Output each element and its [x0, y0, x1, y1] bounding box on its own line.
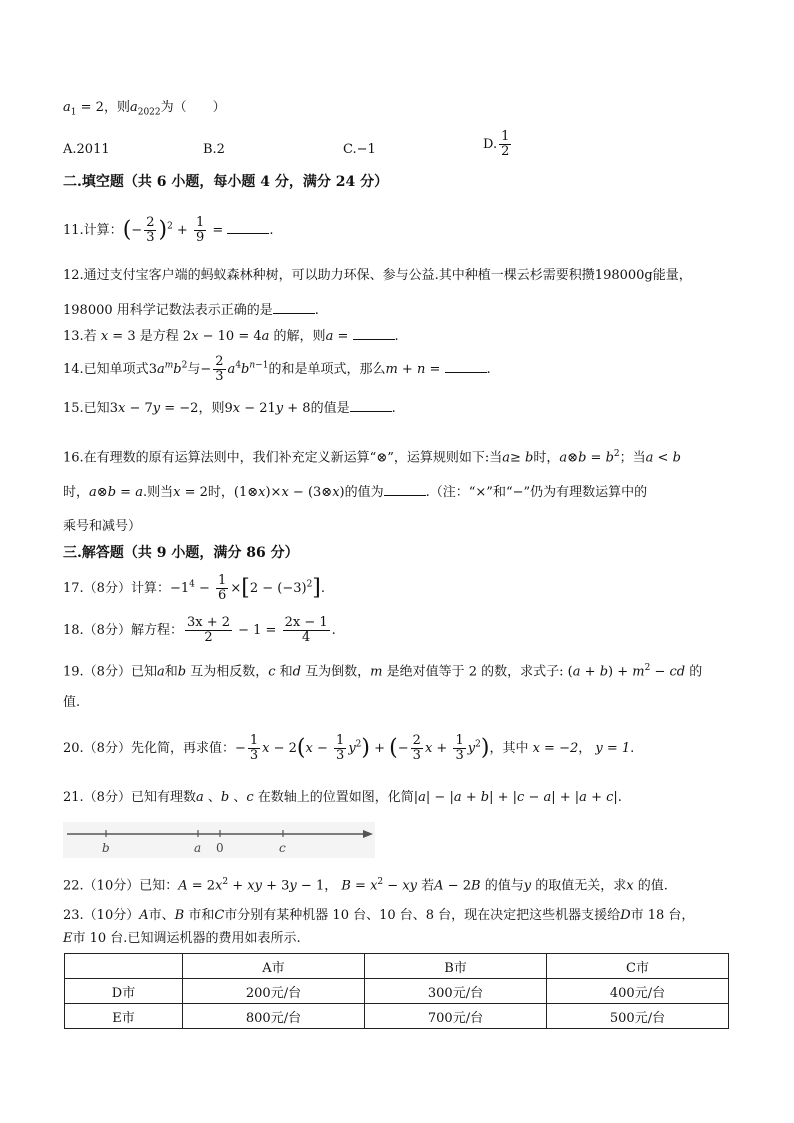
q14: 14.已知单项式$3a^mb^2$与− $\frac{2}{3}$ $a^4b^{n-1}$的和是单项式，那么m + n = .	[63, 354, 491, 384]
q15: 15.已知3x − 7y = −2，则9x − 21y + 8的值是 .	[63, 401, 396, 416]
q18: 18.（8分）解方程： $\frac{3x + 2}{2}$ − 1 = $\frac{2x - 1}{4}$ .	[63, 615, 336, 645]
label-b: b	[102, 841, 110, 855]
table-header-cell: C市	[547, 954, 729, 979]
table-row	[65, 1004, 729, 1029]
q16-line2: 时，a⊗b = a.则当x = 2时，(1⊗x)×x − (3⊗x)的值为 .（注：“×”和“−”仍为有理数运算中的	[63, 485, 648, 500]
label-c: c	[279, 841, 286, 855]
number-line-figure	[63, 822, 375, 858]
q11: 11.计算：(− $\frac{2}{3}$ )$^2$ + $\frac{1}{9}$ = .	[63, 215, 274, 245]
table-row	[65, 979, 729, 1004]
q10-option-c: C.−1	[343, 142, 376, 157]
q21: 21.（8分）已知有理数a 、b 、c 在数轴上的位置如图，化简|a| − |a + b| + |c − a| + |a + c|.	[63, 790, 622, 805]
q20: 20.（8分）先化简，再求值：− $\frac{1}{3}$ x − 2(x − $\frac{1}{3}$ $y^2$) + (− $\frac{2}{3}$ x + $\frac{1}{3}$ $y^2$)，其中 x = −2， y = 1.	[63, 733, 635, 763]
table-row-label: E市	[65, 1004, 183, 1029]
section-title-fill-in: 二.填空题（共 6 小题，每小题 4 分，满分 24 分）	[63, 174, 389, 190]
table-header-cell: B市	[365, 954, 547, 979]
table-cell: 500元/台	[547, 1004, 729, 1029]
answer-blank	[350, 399, 392, 412]
q16-line1: 16.在有理数的原有运算法则中，我们补充定义新运算“⊗”，运算规则如下:当a≥ b时，a⊗b = $b^2$；当a < b	[63, 449, 681, 466]
q10-stem: $a_1 = 2$，则$a_{2022}$为（ ）	[63, 100, 226, 118]
q10-option-a: A.2011	[63, 142, 110, 157]
table-header-row	[65, 954, 729, 979]
table-cell: 400元/台	[547, 979, 729, 1004]
label-zero: 0	[216, 841, 224, 855]
answer-blank	[445, 360, 487, 373]
answer-blank	[353, 327, 395, 340]
q17: 17.（8分）计算：$-1^4$ − $\frac{1}{6}$ $\times[2 - (-3)^2]$.	[63, 573, 326, 603]
q19-line1: 19.（8分）已知a和b 互为相反数，c 和d 互为倒数，m 是绝对值等于 2 的数，求式子: $(a + b) + m^2$ − cd 的	[63, 663, 703, 680]
q13: 13.若 x = 3 是方程 2x − 10 = 4a 的解，则a = .	[63, 329, 399, 344]
answer-blank	[384, 483, 426, 496]
q12-line1: 12.通过支付宝客户端的蚂蚁森林种树，可以助力环保、参与公益.其中种植一棵云杉需要积攒198000g能量，	[63, 268, 692, 283]
label-a: a	[194, 841, 202, 855]
table-cell: 800元/台	[183, 1004, 365, 1029]
table-cell: 200元/台	[183, 979, 365, 1004]
table-row-label: D市	[65, 979, 183, 1004]
q10-option-d: D. $\frac{1}{2}$	[483, 129, 510, 159]
q23-line2: E市 10 台.已知调运机器的费用如表所示.	[63, 931, 301, 946]
cost-table	[64, 953, 729, 1029]
q23-line1: 23.（10分）A市、B 市和C市分别有某种机器 10 台、10 台、8 台，现在决定把这些机器支援给D市 18 台，	[63, 908, 695, 923]
section-title-solve: 三.解答题（共 9 小题，满分 86 分）	[63, 545, 299, 561]
q16-line3: 乘号和减号）	[63, 519, 142, 534]
table-cell: 700元/台	[365, 1004, 547, 1029]
answer-blank	[227, 221, 269, 234]
table-header-cell: A市	[183, 954, 365, 979]
q22: 22.（10分）已知：$A = 2x^2$ + xy + 3y − 1， $B = x^2$ − xy 若A − 2B 的值与y 的取值无关，求x 的值.	[63, 877, 668, 894]
table-cell: 300元/台	[365, 979, 547, 1004]
q19-line2: 值.	[63, 695, 81, 710]
answer-blank	[273, 301, 315, 314]
q10-option-b: B.2	[203, 142, 225, 157]
q12-line2: 198000 用科学记数法表示正确的是 .	[63, 303, 319, 318]
table-corner-cell	[65, 954, 183, 979]
